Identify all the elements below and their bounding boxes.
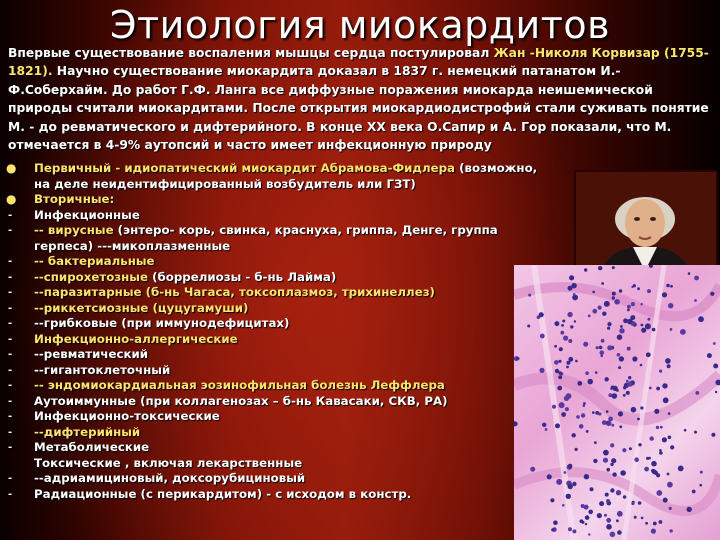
bullet-icon: ● (6, 192, 17, 206)
dash-icon: - (8, 473, 13, 484)
list-item: ● Первичный - идиопатический миокардит Абрамова-Фидлера (возможно, на деле неидентифицированный возбудитель или ГЗТ) (6, 161, 538, 191)
list-item: Токсические , включая лекарственные (34, 455, 303, 470)
list-item: - -- бактериальные (8, 254, 155, 268)
dash-icon: - (8, 287, 13, 298)
list-item: - Инфекционно-токсические (8, 409, 220, 423)
dash-icon: - (8, 488, 13, 500)
list-item: - --спирохетозные (боррелиозы - б-нь Лайма) (8, 269, 337, 284)
list-item: - Инфекционно-аллергические (8, 331, 238, 346)
list-item: - Инфекционные (8, 207, 140, 222)
dash-icon: - (8, 442, 13, 453)
list-item: - -- эндомиокардиальная эозинофильная болезнь Леффлера (8, 378, 445, 392)
list-item: - --паразитарные (б-нь Чагаса, токсоплазмоз, трихинеллез) (8, 285, 435, 299)
list-item: - Аутоиммунные (при коллагенозах – б-нь Кавасаки, СКВ, РА) (8, 393, 448, 408)
dash-icon: - (8, 333, 13, 345)
list-item: - --дифтерийный (8, 424, 141, 439)
list-item: - --гигантоклеточный (8, 362, 171, 377)
list-item: - Радиационные (с перикардитом) - с исходом в констр. (8, 486, 412, 501)
dash-icon: - (8, 411, 13, 422)
intro-paragraph (8, 44, 713, 154)
dash-icon: - (8, 225, 13, 236)
list-item: - --адриамициновый, доксорубициновый (8, 471, 306, 485)
slide-title: Этиология миокардитов (110, 3, 610, 47)
dash-icon: - (8, 380, 13, 391)
list-item: ● Вторичные: (6, 192, 115, 206)
dash-icon: - (8, 271, 13, 283)
dash-icon: - (8, 426, 13, 438)
dash-icon: - (8, 318, 13, 329)
histology-micrograph-icon (514, 265, 720, 540)
dash-icon: - (8, 209, 13, 221)
dash-icon: - (8, 256, 13, 267)
bullet-icon: ● (6, 161, 17, 175)
list-item: - --ревматический (8, 347, 149, 361)
dash-icon: - (8, 302, 13, 314)
list-item: - --грибковые (при иммунодефицитах) (8, 316, 290, 330)
intro-text-1: Впервые существование воспаления мышцы сердца постулировал (8, 46, 494, 60)
dash-icon: - (8, 395, 13, 407)
list-item: - Метаболические (8, 440, 150, 454)
dash-icon: - (8, 364, 13, 376)
etiology-list (6, 161, 546, 502)
histology-image (514, 265, 720, 540)
intro-highlight: Жан -Николя Корвизар (1755-1821). (8, 46, 709, 79)
intro-text-2: Научно существование миокардита доказал в 1837 г. немецкий патанатом И.-Ф.Соберхайм. До работ Г.Ф. Ланга все диффузные поражения миокарда неишемической природы считали миокардитами. После открытия миокардиодистрофий стали суживать понятие М. - до ревматического и дифтерийного. В конце ХХ века О.Сапир и А. Гор показали, что М. отмечается в 4-9% аутопсий и часто имеет инфекционную природу (8, 64, 709, 153)
dash-icon: - (8, 349, 13, 360)
list-item: - --риккетсиозные (цуцугамуши) (8, 300, 249, 315)
list-item: - -- вирусные (энтеро- корь, свинка, краснуха, гриппа, Денге, группа герпеса) ---микоплазменные (8, 223, 498, 253)
